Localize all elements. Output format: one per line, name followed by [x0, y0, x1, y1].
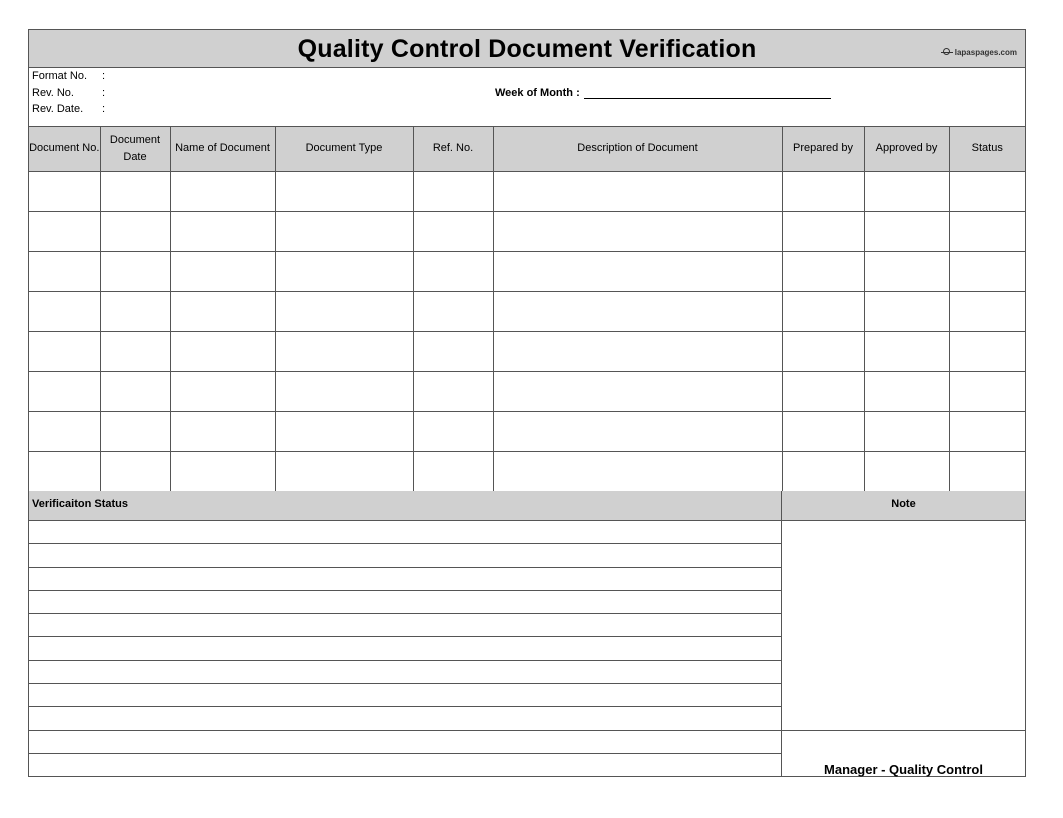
logo-icon [941, 47, 953, 57]
table-row [29, 171, 1025, 211]
table-cell[interactable] [29, 331, 100, 371]
week-of-month-line[interactable] [584, 86, 831, 99]
table-cell[interactable] [275, 211, 413, 251]
table-cell[interactable] [493, 451, 782, 491]
verification-line[interactable] [29, 591, 781, 614]
table-cell[interactable] [413, 451, 493, 491]
table-cell[interactable] [100, 371, 170, 411]
table-row [29, 251, 1025, 291]
col-ref-no: Ref. No. [413, 127, 493, 171]
table-cell[interactable] [100, 451, 170, 491]
table-cell[interactable] [864, 411, 949, 451]
manager-signature-label: Manager - Quality Control [824, 762, 983, 777]
form-info-band [29, 68, 1025, 127]
table-cell[interactable] [170, 411, 275, 451]
table-cell[interactable] [782, 371, 864, 411]
table-cell[interactable] [170, 371, 275, 411]
table-row [29, 291, 1025, 331]
table-row [29, 411, 1025, 451]
table-cell[interactable] [949, 451, 1025, 491]
table-cell[interactable] [100, 171, 170, 211]
table-cell[interactable] [493, 371, 782, 411]
verification-line[interactable] [29, 731, 781, 754]
rev-no-label: Rev. No. [32, 87, 74, 99]
table-cell[interactable] [949, 291, 1025, 331]
table-cell[interactable] [949, 371, 1025, 411]
table-row [29, 211, 1025, 251]
table-cell[interactable] [493, 411, 782, 451]
table-cell[interactable] [170, 291, 275, 331]
table-cell[interactable] [29, 411, 100, 451]
rev-no-colon: : [102, 87, 106, 99]
table-cell[interactable] [170, 211, 275, 251]
verification-line[interactable] [29, 637, 781, 660]
col-status: Status [949, 127, 1025, 171]
table-cell[interactable] [100, 291, 170, 331]
table-cell[interactable] [100, 411, 170, 451]
table-cell[interactable] [275, 251, 413, 291]
table-cell[interactable] [949, 331, 1025, 371]
site-logo [941, 47, 1017, 57]
table-cell[interactable] [29, 171, 100, 211]
table-cell[interactable] [782, 291, 864, 331]
col-document-no: Document No. [29, 127, 100, 171]
table-cell[interactable] [100, 251, 170, 291]
note-header [782, 491, 1025, 521]
table-cell[interactable] [949, 251, 1025, 291]
table-cell[interactable] [493, 211, 782, 251]
table-cell[interactable] [29, 251, 100, 291]
table-cell[interactable] [275, 331, 413, 371]
verification-status-header [29, 491, 782, 521]
table-cell[interactable] [100, 211, 170, 251]
table-row [29, 331, 1025, 371]
table-cell[interactable] [782, 331, 864, 371]
col-description: Description of Document [493, 127, 782, 171]
col-document-date: Document Date [100, 127, 170, 171]
note-label: Note [891, 498, 916, 510]
table-row [29, 371, 1025, 411]
rev-date-label: Rev. Date. [32, 103, 84, 115]
format-no-label: Format No. [32, 70, 88, 82]
rev-date-colon: : [102, 103, 106, 115]
table-cell[interactable] [782, 211, 864, 251]
table-cell[interactable] [275, 171, 413, 211]
table-cell[interactable] [864, 451, 949, 491]
title-band [29, 30, 1025, 68]
form-title: Quality Control Document Verification [297, 35, 757, 63]
verification-line[interactable] [29, 707, 781, 730]
col-prepared-by: Prepared by [782, 127, 864, 171]
table-cell[interactable] [864, 291, 949, 331]
table-cell[interactable] [493, 331, 782, 371]
table-cell[interactable] [949, 171, 1025, 211]
table-cell[interactable] [170, 251, 275, 291]
verification-line[interactable] [29, 544, 781, 567]
table-cell[interactable] [413, 371, 493, 411]
rev-no-row [32, 87, 112, 99]
week-of-month-label: Week of Month : [495, 87, 580, 99]
table-cell[interactable] [493, 251, 782, 291]
table-cell[interactable] [864, 331, 949, 371]
verification-line[interactable] [29, 661, 781, 684]
verification-line[interactable] [29, 614, 781, 637]
table-cell[interactable] [864, 251, 949, 291]
table-cell[interactable] [782, 451, 864, 491]
table-cell[interactable] [782, 251, 864, 291]
verification-line[interactable] [29, 754, 781, 777]
verification-form [28, 29, 1026, 777]
signature-box [782, 731, 1025, 777]
logo-text: lapaspages.com [954, 47, 1017, 57]
col-name-of-document: Name of Document [170, 127, 275, 171]
verification-line[interactable] [29, 521, 781, 544]
table-cell[interactable] [493, 291, 782, 331]
documents-table [29, 127, 1025, 492]
table-body [29, 171, 1025, 491]
table-header-row [29, 127, 1025, 171]
table-cell[interactable] [949, 211, 1025, 251]
table-cell[interactable] [864, 371, 949, 411]
table-cell[interactable] [100, 331, 170, 371]
week-of-month-field [495, 86, 831, 99]
table-cell[interactable] [413, 251, 493, 291]
table-cell[interactable] [170, 171, 275, 211]
rev-date-row [32, 103, 112, 115]
table-cell[interactable] [782, 411, 864, 451]
table-cell[interactable] [29, 371, 100, 411]
table-cell[interactable] [170, 451, 275, 491]
table-cell[interactable] [29, 451, 100, 491]
table-row [29, 451, 1025, 491]
table-cell[interactable] [864, 211, 949, 251]
table-cell[interactable] [413, 291, 493, 331]
table-cell[interactable] [275, 291, 413, 331]
table-cell[interactable] [864, 171, 949, 211]
table-cell[interactable] [275, 371, 413, 411]
table-cell[interactable] [170, 331, 275, 371]
table-cell[interactable] [949, 411, 1025, 451]
verification-line[interactable] [29, 568, 781, 591]
verification-lines [29, 521, 782, 777]
format-no-colon: : [102, 70, 106, 82]
table-cell[interactable] [29, 291, 100, 331]
note-box[interactable] [782, 521, 1025, 731]
verification-status-label: Verificaiton Status [32, 498, 128, 510]
col-approved-by: Approved by [864, 127, 949, 171]
format-no-row [32, 70, 112, 82]
table-cell[interactable] [413, 211, 493, 251]
table-cell[interactable] [275, 451, 413, 491]
table-cell[interactable] [782, 171, 864, 211]
verification-line[interactable] [29, 684, 781, 707]
table-cell[interactable] [29, 211, 100, 251]
table-cell[interactable] [413, 171, 493, 211]
table-cell[interactable] [413, 411, 493, 451]
col-document-type: Document Type [275, 127, 413, 171]
table-cell[interactable] [413, 331, 493, 371]
table-cell[interactable] [275, 411, 413, 451]
table-cell[interactable] [493, 171, 782, 211]
